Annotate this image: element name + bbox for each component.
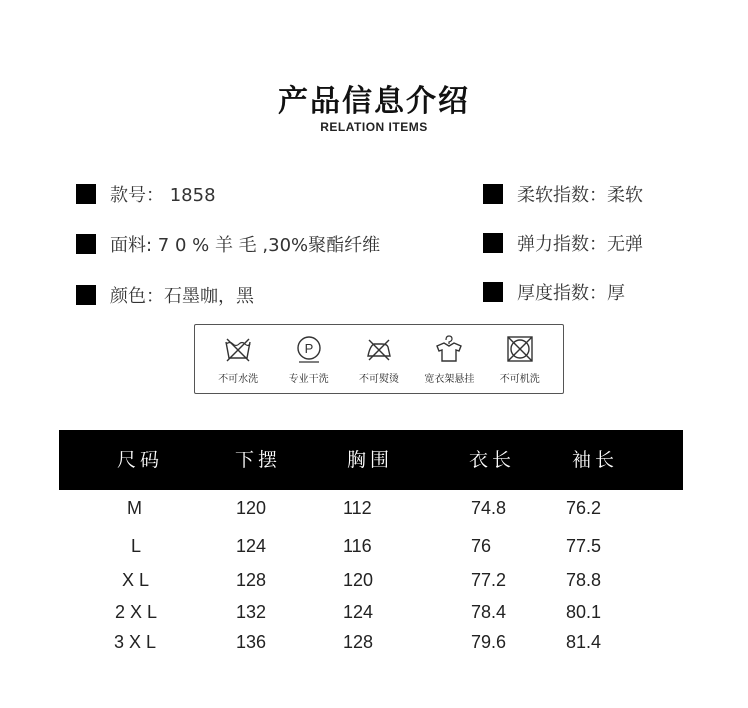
hem-cell: 128 [236,570,267,590]
length-cell: 77.2 [471,570,507,590]
bullet-square-icon [76,184,96,204]
elasticity-row [483,230,643,256]
size-cell: X L [122,570,150,590]
length-cell: 79.6 [471,632,507,652]
size-cell: 3 X L [114,632,157,652]
hem-cell: 136 [236,632,267,652]
care-item-no-iron [347,334,411,385]
length-cell: 76 [471,536,492,556]
care-instructions [194,324,564,394]
care-item-dry-clean [277,334,341,385]
care-label: 宽衣架悬挂 [424,373,475,385]
care-label: 不可熨烫 [358,373,399,385]
care-item-no-machine-wash [488,334,552,385]
no-wash-icon [223,334,253,364]
softness-row [483,181,643,207]
sleeve-cell: 76.2 [566,498,602,518]
chest-cell: 112 [343,498,372,518]
size-cell: L [131,536,142,556]
material-row [76,231,380,257]
no-iron-icon [364,334,394,364]
hem-cell: 120 [236,498,267,518]
care-label: 专业干洗 [288,373,329,385]
care-item-no-wash [206,334,270,385]
no-machine-wash-icon [505,334,535,364]
header-sleeve: 袖长 [572,449,619,471]
care-label: 不可机洗 [499,373,540,385]
bullet-square-icon [76,285,96,305]
chest-cell: 120 [343,570,374,590]
chest-cell: 128 [343,632,374,652]
bullet-square-icon [483,233,503,253]
color-text: 颜色：石墨咖，黑 [110,286,254,307]
sleeve-cell: 77.5 [566,536,602,556]
care-label: 不可水洗 [218,373,259,385]
length-cell: 74.8 [471,498,507,518]
chest-cell: 116 [343,536,372,556]
page-subtitle: RELATION ITEMS [320,120,428,134]
bullet-square-icon [483,184,503,204]
style-number-text: 款号： 1858 [110,185,216,206]
svg-text:P: P [304,340,313,356]
color-row [76,282,254,308]
sleeve-cell: 81.4 [566,632,602,652]
dry-clean-icon [294,334,324,364]
header-size: 尺码 [117,449,164,471]
hem-cell: 124 [236,536,267,556]
header-chest: 胸围 [347,449,394,471]
care-item-hang-dry [417,334,481,385]
length-cell: 78.4 [471,602,507,622]
size-table-header [59,430,683,490]
hem-cell: 132 [236,602,267,622]
thickness-row [483,279,625,305]
style-number-row [76,181,216,207]
elasticity-text: 弹力指数：无弹 [517,234,643,255]
hang-dry-icon [434,334,464,364]
chest-cell: 124 [343,602,374,622]
header-hem: 下摆 [235,449,282,471]
size-cell: 2 X L [115,602,158,622]
material-text: 面料: 7 0 % 羊 毛 ,30%聚酯纤维 [110,235,381,256]
page-title: 产品信息介绍 [278,84,470,119]
size-cell: M [127,498,142,518]
thickness-text: 厚度指数：厚 [517,283,625,304]
header-length: 衣长 [469,449,516,471]
softness-text: 柔软指数：柔软 [517,185,643,206]
sleeve-cell: 78.8 [566,570,602,590]
sleeve-cell: 80.1 [566,602,602,622]
bullet-square-icon [76,234,96,254]
bullet-square-icon [483,282,503,302]
